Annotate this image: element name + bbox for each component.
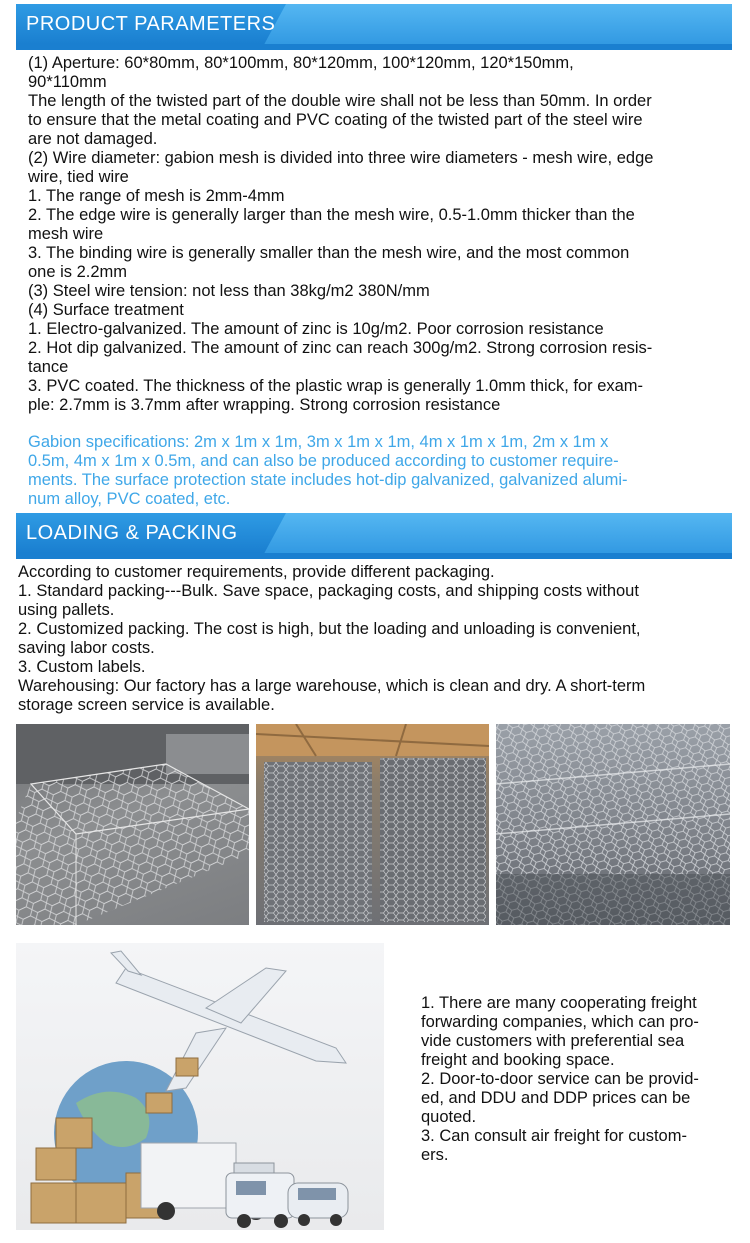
packing-line: saving labor costs. xyxy=(18,639,155,657)
packing-line: using pallets. xyxy=(18,601,115,619)
params-line: ple: 2.7mm is 3.7mm after wrapping. Strong corrosion resistance xyxy=(28,396,501,414)
params-line: 90*110mm xyxy=(28,73,107,91)
shipping-line: 2. Door-to-door service can be provid- xyxy=(421,1070,699,1088)
shipping-line: ers. xyxy=(421,1146,449,1164)
logistics-illustration xyxy=(16,943,384,1230)
params-line: 3. PVC coated. The thickness of the plastic wrap is generally 1.0mm thick, for exam- xyxy=(28,377,644,395)
params-line: are not damaged. xyxy=(28,130,158,148)
specs-line: ments. The surface protection state includes hot-dip galvanized, galvanized alumi- xyxy=(28,471,628,489)
gabion-floor-photo xyxy=(16,724,249,925)
shipping-line: ed, and DDU and DDP prices can be xyxy=(421,1089,691,1107)
gabion-specifications-text xyxy=(28,433,708,509)
packing-line: storage screen service is available. xyxy=(18,696,275,714)
shipping-line: 1. There are many cooperating freight xyxy=(421,994,697,1012)
specs-line: 0.5m, 4m x 1m x 0.5m, and can also be produced according to customer require- xyxy=(28,452,619,470)
params-line: one is 2.2mm xyxy=(28,263,128,281)
params-line: to ensure that the metal coating and PVC coating of the twisted part of the steel wire xyxy=(28,111,643,129)
specs-line: Gabion specifications: 2m x 1m x 1m, 3m x 1m x 1m, 4m x 1m x 1m, 2m x 1m x xyxy=(28,433,609,451)
loading-packing-title: LOADING & PACKING xyxy=(26,522,238,544)
product-parameters-header xyxy=(0,4,750,50)
packing-line: According to customer requirements, provide different packaging. xyxy=(18,563,495,581)
van-icon xyxy=(226,1173,294,1228)
params-line: mesh wire xyxy=(28,225,104,243)
bundled-gabion-illustration xyxy=(496,724,730,925)
loading-packing-text xyxy=(18,563,733,715)
shipping-line: forwarding companies, which can pro- xyxy=(421,1013,699,1031)
product-parameters-title: PRODUCT PARAMETERS xyxy=(26,13,276,35)
params-line: (1) Aperture: 60*80mm, 80*100mm, 80*120mm, 100*120mm, 120*150mm, xyxy=(28,54,574,72)
shipping-line: quoted. xyxy=(421,1108,477,1126)
params-line: wire, tied wire xyxy=(28,168,129,186)
params-line: 3. The binding wire is generally smaller than the mesh wire, and the most common xyxy=(28,244,630,262)
loading-packing-header xyxy=(0,513,750,559)
shipping-line: vide customers with preferential sea xyxy=(421,1032,685,1050)
shipping-services-text xyxy=(421,994,731,1165)
packing-line: 1. Standard packing---Bulk. Save space, packaging costs, and shipping costs without xyxy=(18,582,639,600)
params-line: (4) Surface treatment xyxy=(28,301,184,319)
shipping-line: freight and booking space. xyxy=(421,1051,615,1069)
car-icon xyxy=(288,1183,348,1226)
stacked-gabion-illustration xyxy=(256,724,489,925)
params-line: tance xyxy=(28,358,69,376)
params-line: 2. The edge wire is generally larger than the mesh wire, 0.5-1.0mm thicker than the xyxy=(28,206,635,224)
stacked-gabion-photo xyxy=(256,724,489,925)
params-line: The length of the twisted part of the double wire shall not be less than 50mm. In order xyxy=(28,92,652,110)
bundled-gabion-photo xyxy=(496,724,730,925)
packing-line: 3. Custom labels. xyxy=(18,658,146,676)
shipping-line: 3. Can consult air freight for custom- xyxy=(421,1127,687,1145)
params-line: 1. The range of mesh is 2mm-4mm xyxy=(28,187,285,205)
params-line: 2. Hot dip galvanized. The amount of zinc can reach 300g/m2. Strong corrosion resis- xyxy=(28,339,653,357)
packing-line: Warehousing: Our factory has a large warehouse, which is clean and dry. A short-term xyxy=(18,677,646,695)
specs-line: num alloy, PVC coated, etc. xyxy=(28,490,231,508)
product-parameters-text xyxy=(28,54,728,415)
params-line: 1. Electro-galvanized. The amount of zinc is 10g/m2. Poor corrosion resistance xyxy=(28,320,604,338)
params-line: (3) Steel wire tension: not less than 38kg/m2 380N/mm xyxy=(28,282,430,300)
gabion-floor-illustration xyxy=(16,724,249,925)
params-line: (2) Wire diameter: gabion mesh is divided into three wire diameters - mesh wire, edge xyxy=(28,149,654,167)
logistics-graphic xyxy=(16,943,384,1230)
packing-line: 2. Customized packing. The cost is high, but the loading and unloading is convenient, xyxy=(18,620,641,638)
